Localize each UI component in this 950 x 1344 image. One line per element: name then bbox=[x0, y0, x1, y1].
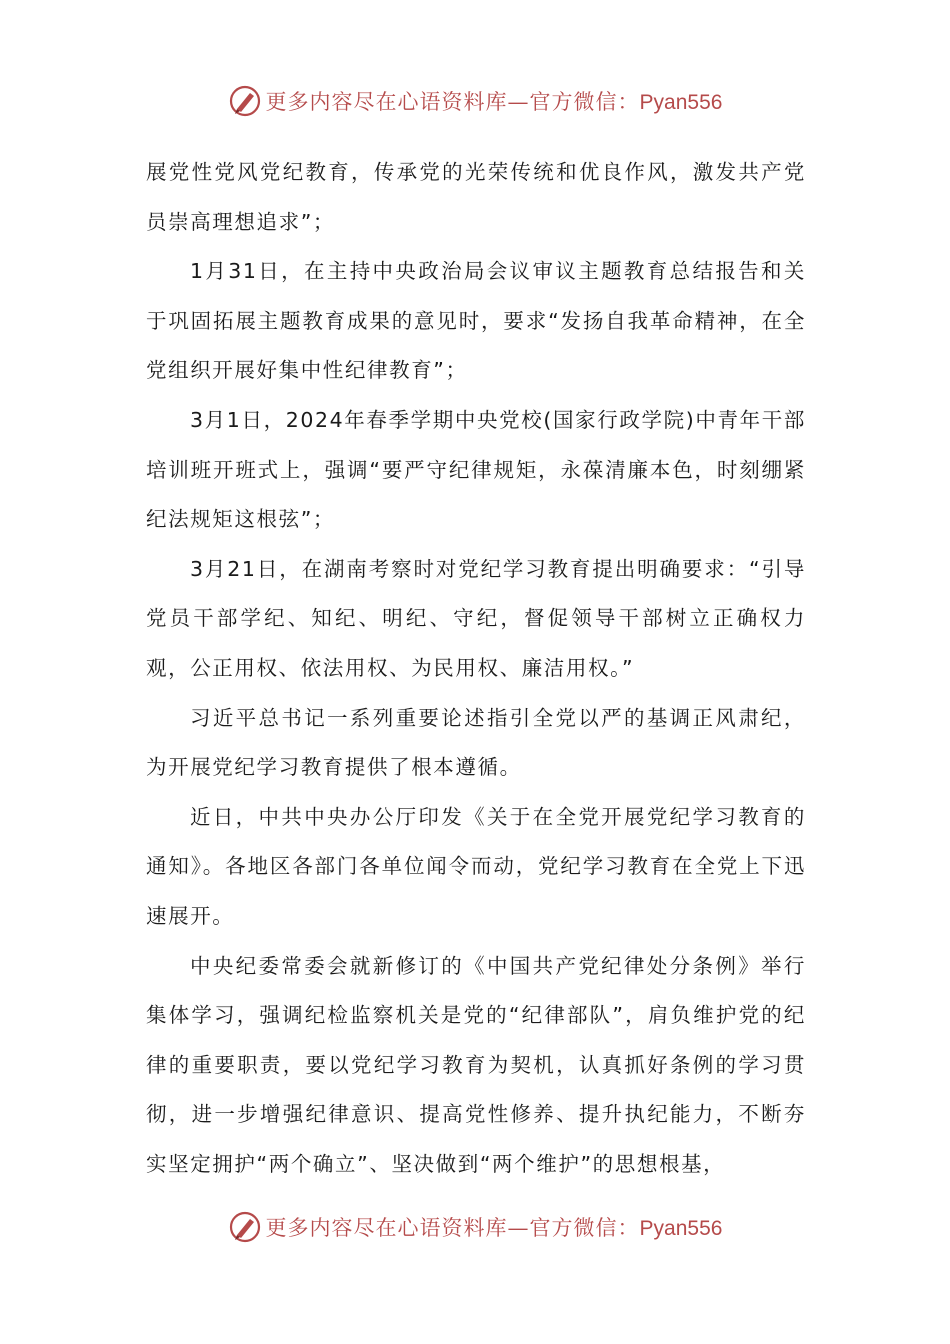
paragraph-1: 展党性党风党纪教育，传承党的光荣传统和优良作风，激发共产党员崇高理想追求”； bbox=[146, 160, 806, 234]
paragraph-2: 1月31日，在主持中央政治局会议审议主题教育总结报告和关于巩固拓展主题教育成果的意见时，要求“发扬自我革命精神，在全党组织开展好集中性纪律教育”； bbox=[146, 259, 806, 383]
banner-label: 更多内容尽在心语资料库—官方微信： bbox=[265, 90, 640, 114]
pen-logo-icon bbox=[228, 1210, 262, 1244]
paragraph-5: 习近平总书记一系列重要论述指引全党以严的基调正风肃纪，为开展党纪学习教育提供了根本遵循。 bbox=[146, 705, 806, 780]
pen-logo-icon bbox=[228, 84, 262, 118]
wechat-id: Pyan556 bbox=[639, 91, 723, 114]
paragraph-3: 3月1日，2024年春季学期中央党校(国家行政学院)中青年干部培训班开班式上，强调“要严守纪律规矩，永葆清廉本色，时刻绷紧纪法规矩这根弦”； bbox=[146, 407, 806, 532]
paragraph-7: 中央纪委常委会就新修订的《中国共产党纪律处分条例》举行集体学习，强调纪检监察机关是党的“纪律部队”，肩负维护党的纪律的重要职责，要以党纪学习教育为契机，认真抓好条例的学习贯彻，进一步增强纪律意识、提高党性修养、提升执纪能力，不断夯实坚定拥护“两个确立”、坚决做到“两个维护”的思想根基， bbox=[146, 953, 806, 1176]
footer-watermark bbox=[0, 1210, 950, 1244]
wechat-id: Pyan556 bbox=[639, 1217, 723, 1240]
document-body bbox=[146, 148, 806, 1189]
paragraph-6: 近日，中共中央办公厅印发《关于在全党开展党纪学习教育的通知》。各地区各部门各单位闻令而动，党纪学习教育在全党上下迅速展开。 bbox=[146, 804, 806, 928]
paragraph-4: 3月21日，在湖南考察时对党纪学习教育提出明确要求：“引导党员干部学纪、知纪、明纪、守纪，督促领导干部树立正确权力观，公正用权、依法用权、为民用权、廉洁用权。” bbox=[146, 556, 806, 680]
header-watermark bbox=[0, 84, 950, 118]
banner-text bbox=[266, 1212, 723, 1242]
banner-text bbox=[266, 86, 723, 116]
banner-label: 更多内容尽在心语资料库—官方微信： bbox=[265, 1216, 640, 1240]
